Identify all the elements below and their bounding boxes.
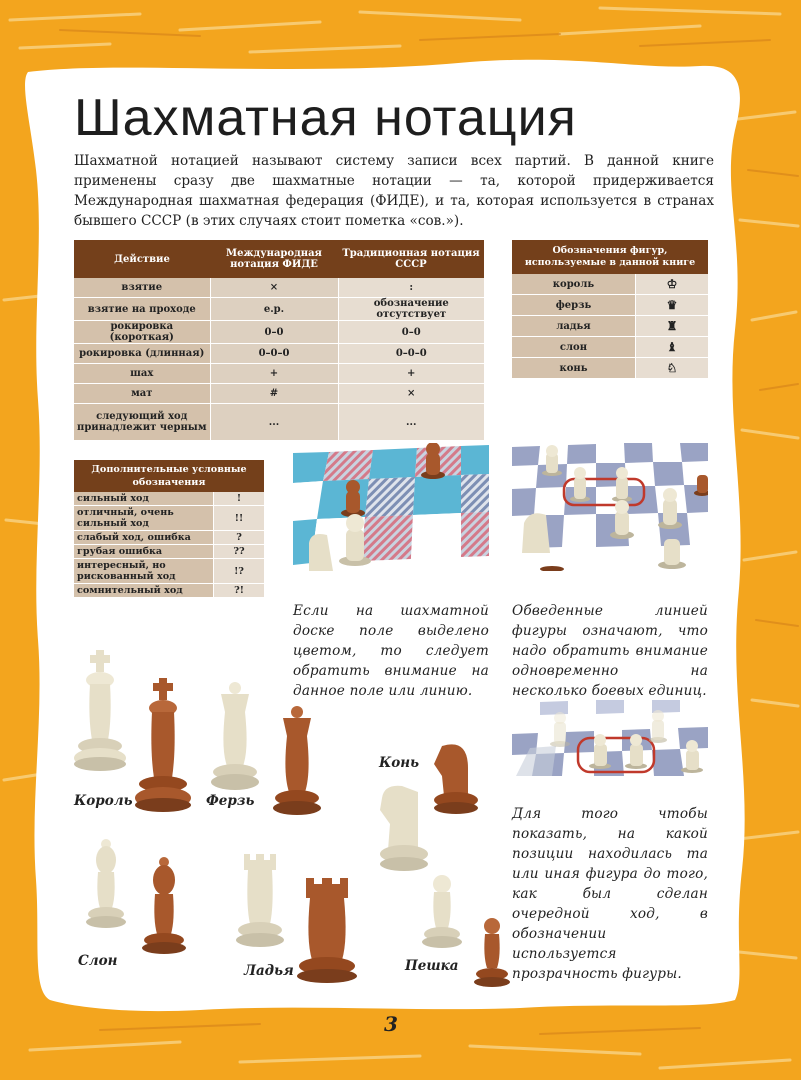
action-cell: шах [74,364,210,384]
fide-cell: # [210,384,338,404]
king-symbol-icon: ♔ [636,274,709,295]
queen-label: Ферзь [206,793,255,809]
piece-name-cell: король [512,274,636,295]
page-title: Шахматная нотация [74,89,577,147]
intro-paragraph: Шахматной нотацией называют систему записи всех партий. В данной книге применены сразу две шахматные нотации — та, которой придерживается Международная шахматная федерация (ФИДЕ), и та, которая используется в странах бывшего СССР (в этих случаях стоит пометка «сов.»). [74,153,714,229]
table-row [74,584,264,598]
action-cell: рокировка (длинная) [74,344,210,364]
action-cell: следующий ход принадлежит черным [74,404,210,441]
piece-name-cell: слон [512,337,636,358]
table-row [512,358,708,379]
annotation-name-cell: сильный ход [74,492,214,506]
annotation-symbol-cell: ?? [214,545,265,559]
king-pair-image [74,648,194,816]
table-row [74,321,484,344]
pieces-table-header: Обозначения фигур, используемые в данной книге [512,240,708,274]
knight-symbol-icon: ♘ [636,358,709,379]
table-row [74,492,264,506]
annotation-name-cell: грубая ошибка [74,545,214,559]
transparency-board-image [512,700,708,776]
fide-cell: 0–0–0 [210,344,338,364]
highlight-caption: Если на шахматной доске поле выделено цветом, то следует обратить внимание на данное поле или линию. [293,602,489,699]
fide-cell: + [210,364,338,384]
ussr-cell: 0–0–0 [338,344,484,364]
ussr-cell: : [338,278,484,298]
table-row [74,545,264,559]
pieces-table [512,240,708,379]
action-cell: мат [74,384,210,404]
annotation-symbol-cell: ! [214,492,265,506]
table-row [74,364,484,384]
page-number: 3 [384,1012,398,1036]
action-cell: взятие на проходе [74,298,210,321]
king-label: Король [74,793,133,809]
ussr-cell: обозначение отсутствует [338,298,484,321]
bishop-symbol-icon: ♝ [636,337,709,358]
table-row [74,384,484,404]
table-row [512,295,708,316]
piece-name-cell: ладья [512,316,636,337]
table-row [74,404,484,441]
table-row [74,344,484,364]
fide-cell: ... [210,404,338,441]
table-row [512,337,708,358]
header-fide: Международная нотация ФИДЕ [210,240,338,278]
table-row [512,274,708,295]
piece-name-cell: конь [512,358,636,379]
knight-label: Конь [379,755,420,771]
action-cell: взятие [74,278,210,298]
fide-cell: 0–0 [210,321,338,344]
table-row [74,298,484,321]
pawn-pair-image [420,872,520,992]
fide-cell: × [210,278,338,298]
outline-board-image [512,443,708,571]
table-row [74,506,264,531]
notation-table [74,240,484,441]
fide-cell: e.p. [210,298,338,321]
bishop-pair-image [84,838,194,958]
annotation-name-cell: слабый ход, ошибка [74,531,214,545]
extra-symbols-table [74,460,264,598]
ussr-cell: 0–0 [338,321,484,344]
annotation-symbol-cell: !! [214,506,265,531]
annotation-symbol-cell: ?! [214,584,265,598]
annotation-symbol-cell: ? [214,531,265,545]
table-row [74,559,264,584]
annotation-symbol-cell: !? [214,559,265,584]
ussr-cell: × [338,384,484,404]
ussr-cell: ... [338,404,484,441]
header-ussr: Традиционная нотация СССР [338,240,484,278]
transparency-caption: Для того чтобы показать, на какой позиции находилась та или иная фигура до того, как был сделан очередной ход, в обозначении используется прозрачность фигуры. [512,805,708,982]
annotation-name-cell: интересный, но рискованный ход [74,559,214,584]
highlight-board-image [293,443,489,571]
extra-table-header: Дополнительные условные обозначения [74,460,264,492]
header-action: Действие [74,240,210,278]
outline-caption: Обведенные линией фигуры означают, что надо обратить внимание одновременно на несколько боевых единиц. [512,602,708,699]
ussr-cell: + [338,364,484,384]
queen-symbol-icon: ♛ [636,295,709,316]
piece-name-cell: ферзь [512,295,636,316]
rook-symbol-icon: ♜ [636,316,709,337]
action-cell: рокировка (короткая) [74,321,210,344]
annotation-name-cell: сомнительный ход [74,584,214,598]
table-row [74,278,484,298]
pawn-label: Пешка [405,958,459,974]
rook-label: Ладья [244,963,294,979]
annotation-name-cell: отличный, очень сильный ход [74,506,214,531]
bishop-label: Слон [78,953,118,969]
table-row [74,531,264,545]
table-row [512,316,708,337]
